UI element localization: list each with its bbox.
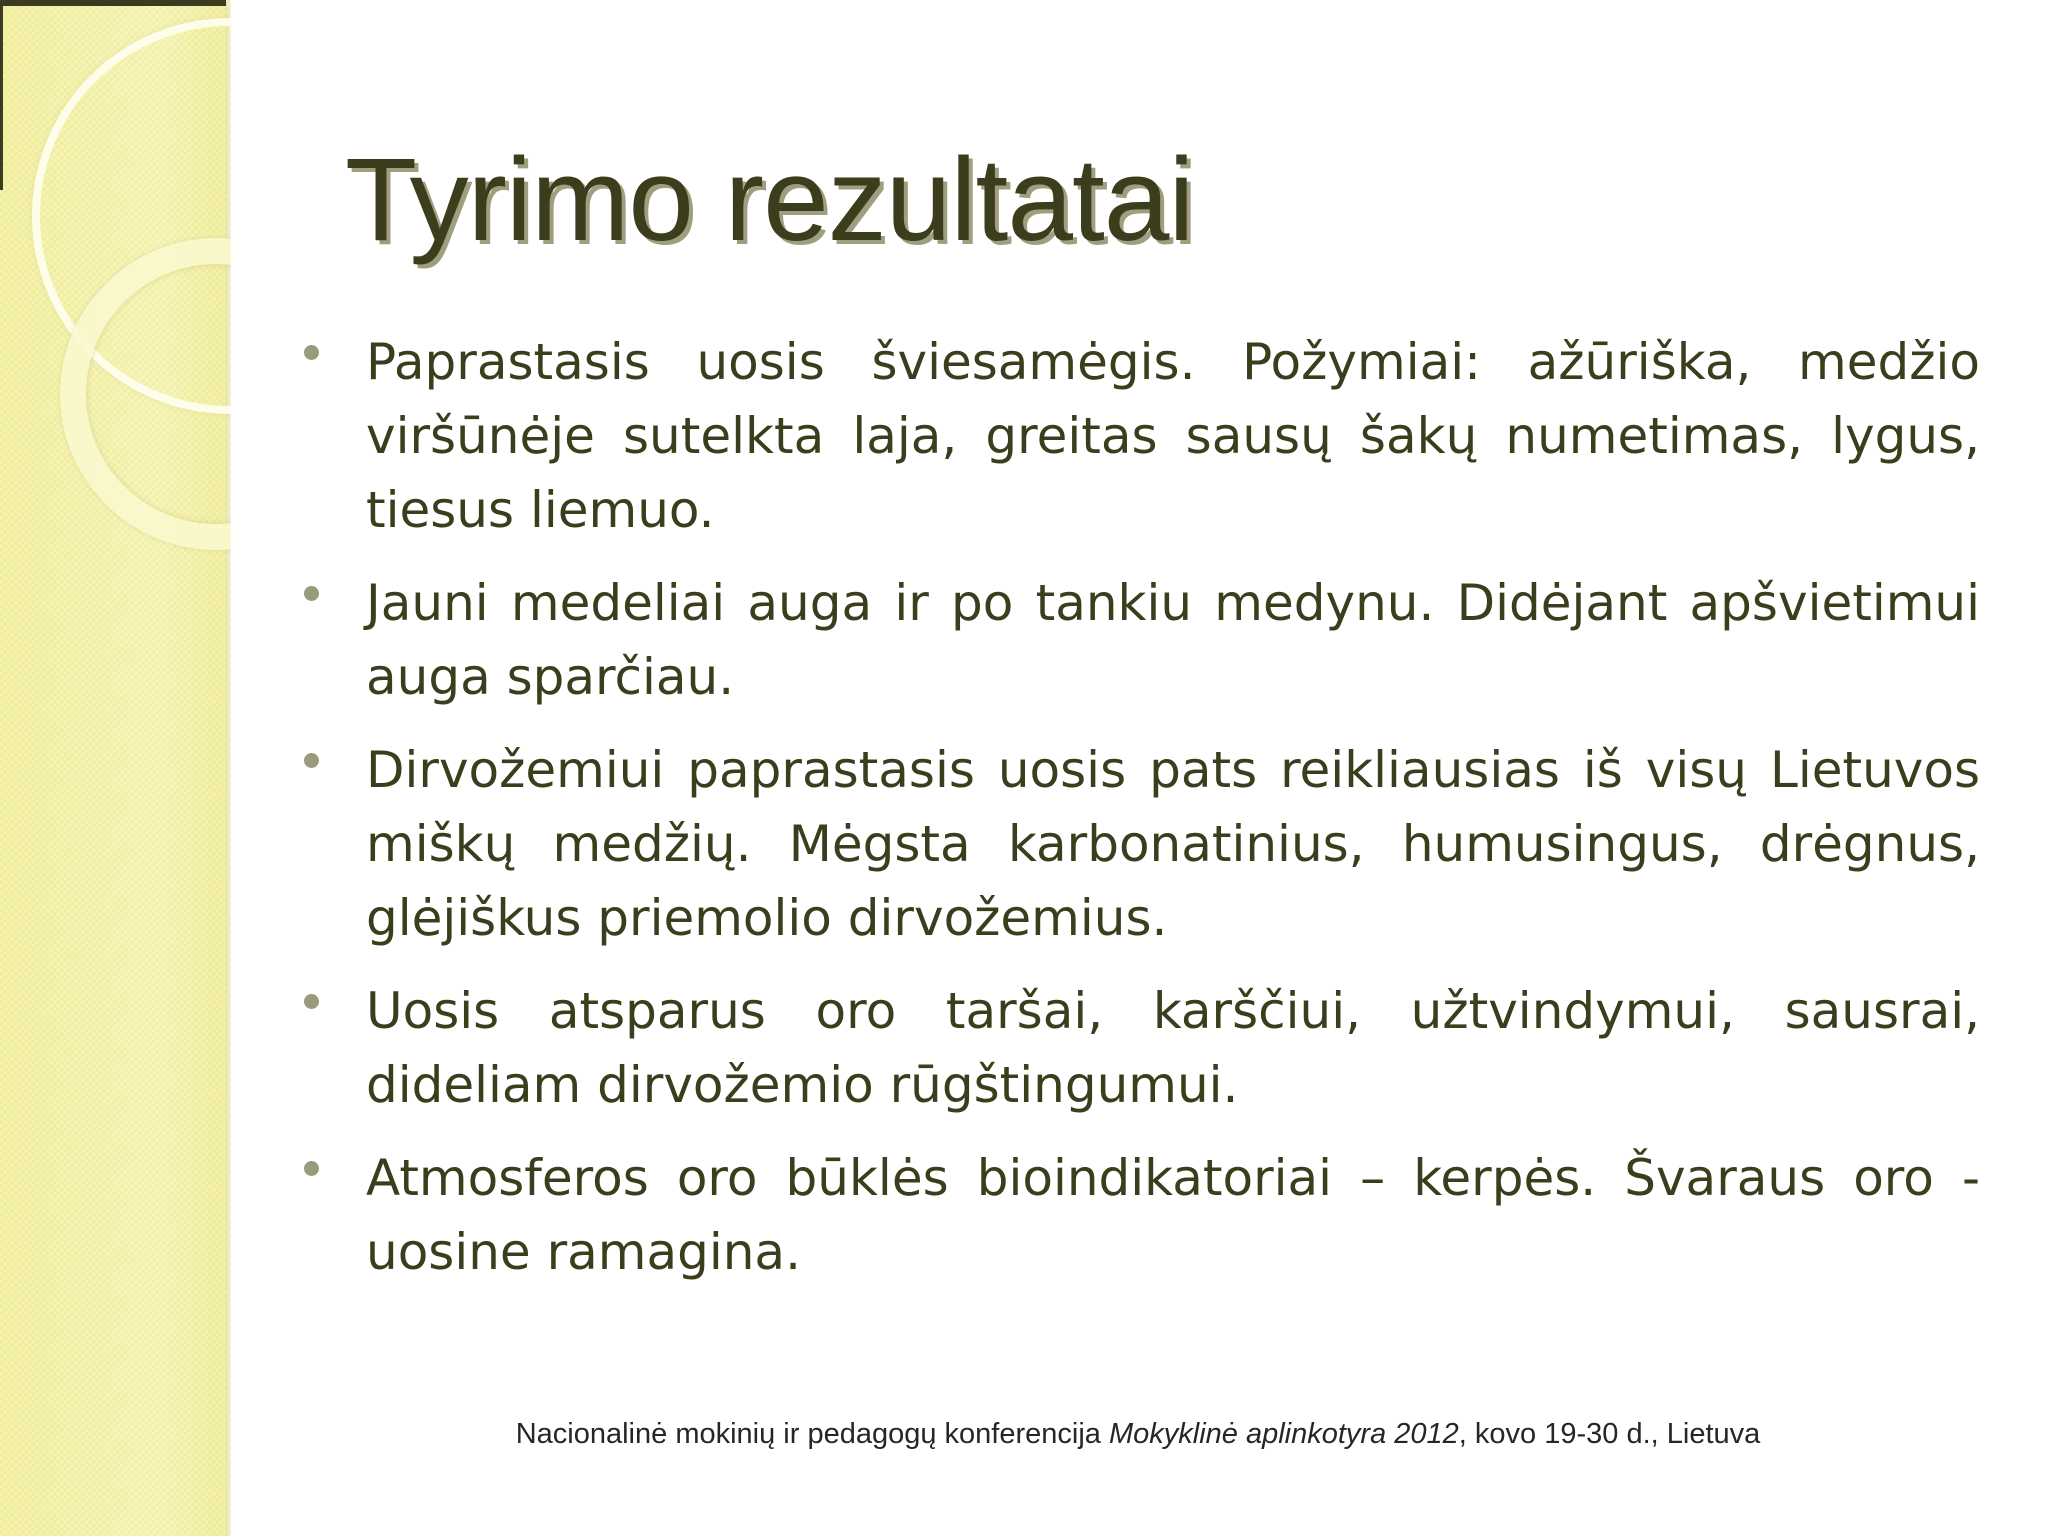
- bullet-item: [300, 566, 1980, 714]
- bullet-text: Paprastasis uosis šviesamėgis. Požymiai: ažūriška, medžio viršūnėje sutelkta laja, greitas sausų šakų numetimas, lygus, tiesus liemuo.: [366, 333, 1980, 539]
- corner-accent: [0, 0, 226, 6]
- bullet-text: Uosis atsparus oro taršai, karščiui, užtvindymui, sausrai, dideliam dirvožemio rūgštingumui.: [366, 982, 1980, 1114]
- bullet-item: [300, 325, 1980, 547]
- bullet-list: [300, 325, 1980, 1308]
- slide-footer: [0, 1418, 2048, 1451]
- slide-title: Tyrimo rezultatai: [345, 134, 1194, 266]
- footer-conference-name: Mokyklinė aplinkotyra 2012: [1108, 1418, 1459, 1450]
- bullet-text: Jauni medeliai auga ir po tankiu medynu. Didėjant apšvietimui auga sparčiau.: [366, 574, 1980, 706]
- bullet-dot-icon: [304, 586, 319, 601]
- bullet-dot-icon: [304, 345, 319, 360]
- bullet-item: [300, 733, 1980, 955]
- bullet-dot-icon: [304, 994, 319, 1009]
- bullet-text: Atmosferos oro būklės bioindikatoriai – kerpės. Švaraus oro -uosine ramagina.: [366, 1149, 1980, 1281]
- bullet-text: Dirvožemiui paprastasis uosis pats reikliausias iš visų Lietuvos miškų medžių. Mėgsta karbonatinius, humusingus, drėgnus, glėjiškus priemolio dirvožemius.: [366, 741, 1980, 947]
- bullet-item: [300, 974, 1980, 1122]
- ring-decoration: [0, 0, 231, 620]
- footer-suffix: , kovo 19-30 d., Lietuva: [1458, 1418, 1761, 1450]
- bullet-dot-icon: [304, 753, 319, 768]
- footer-prefix: Nacionalinė mokinių ir pedagogų konferencija: [515, 1418, 1109, 1450]
- bullet-item: [300, 1141, 1980, 1289]
- corner-accent-vertical: [0, 0, 3, 190]
- bullet-dot-icon: [304, 1161, 319, 1176]
